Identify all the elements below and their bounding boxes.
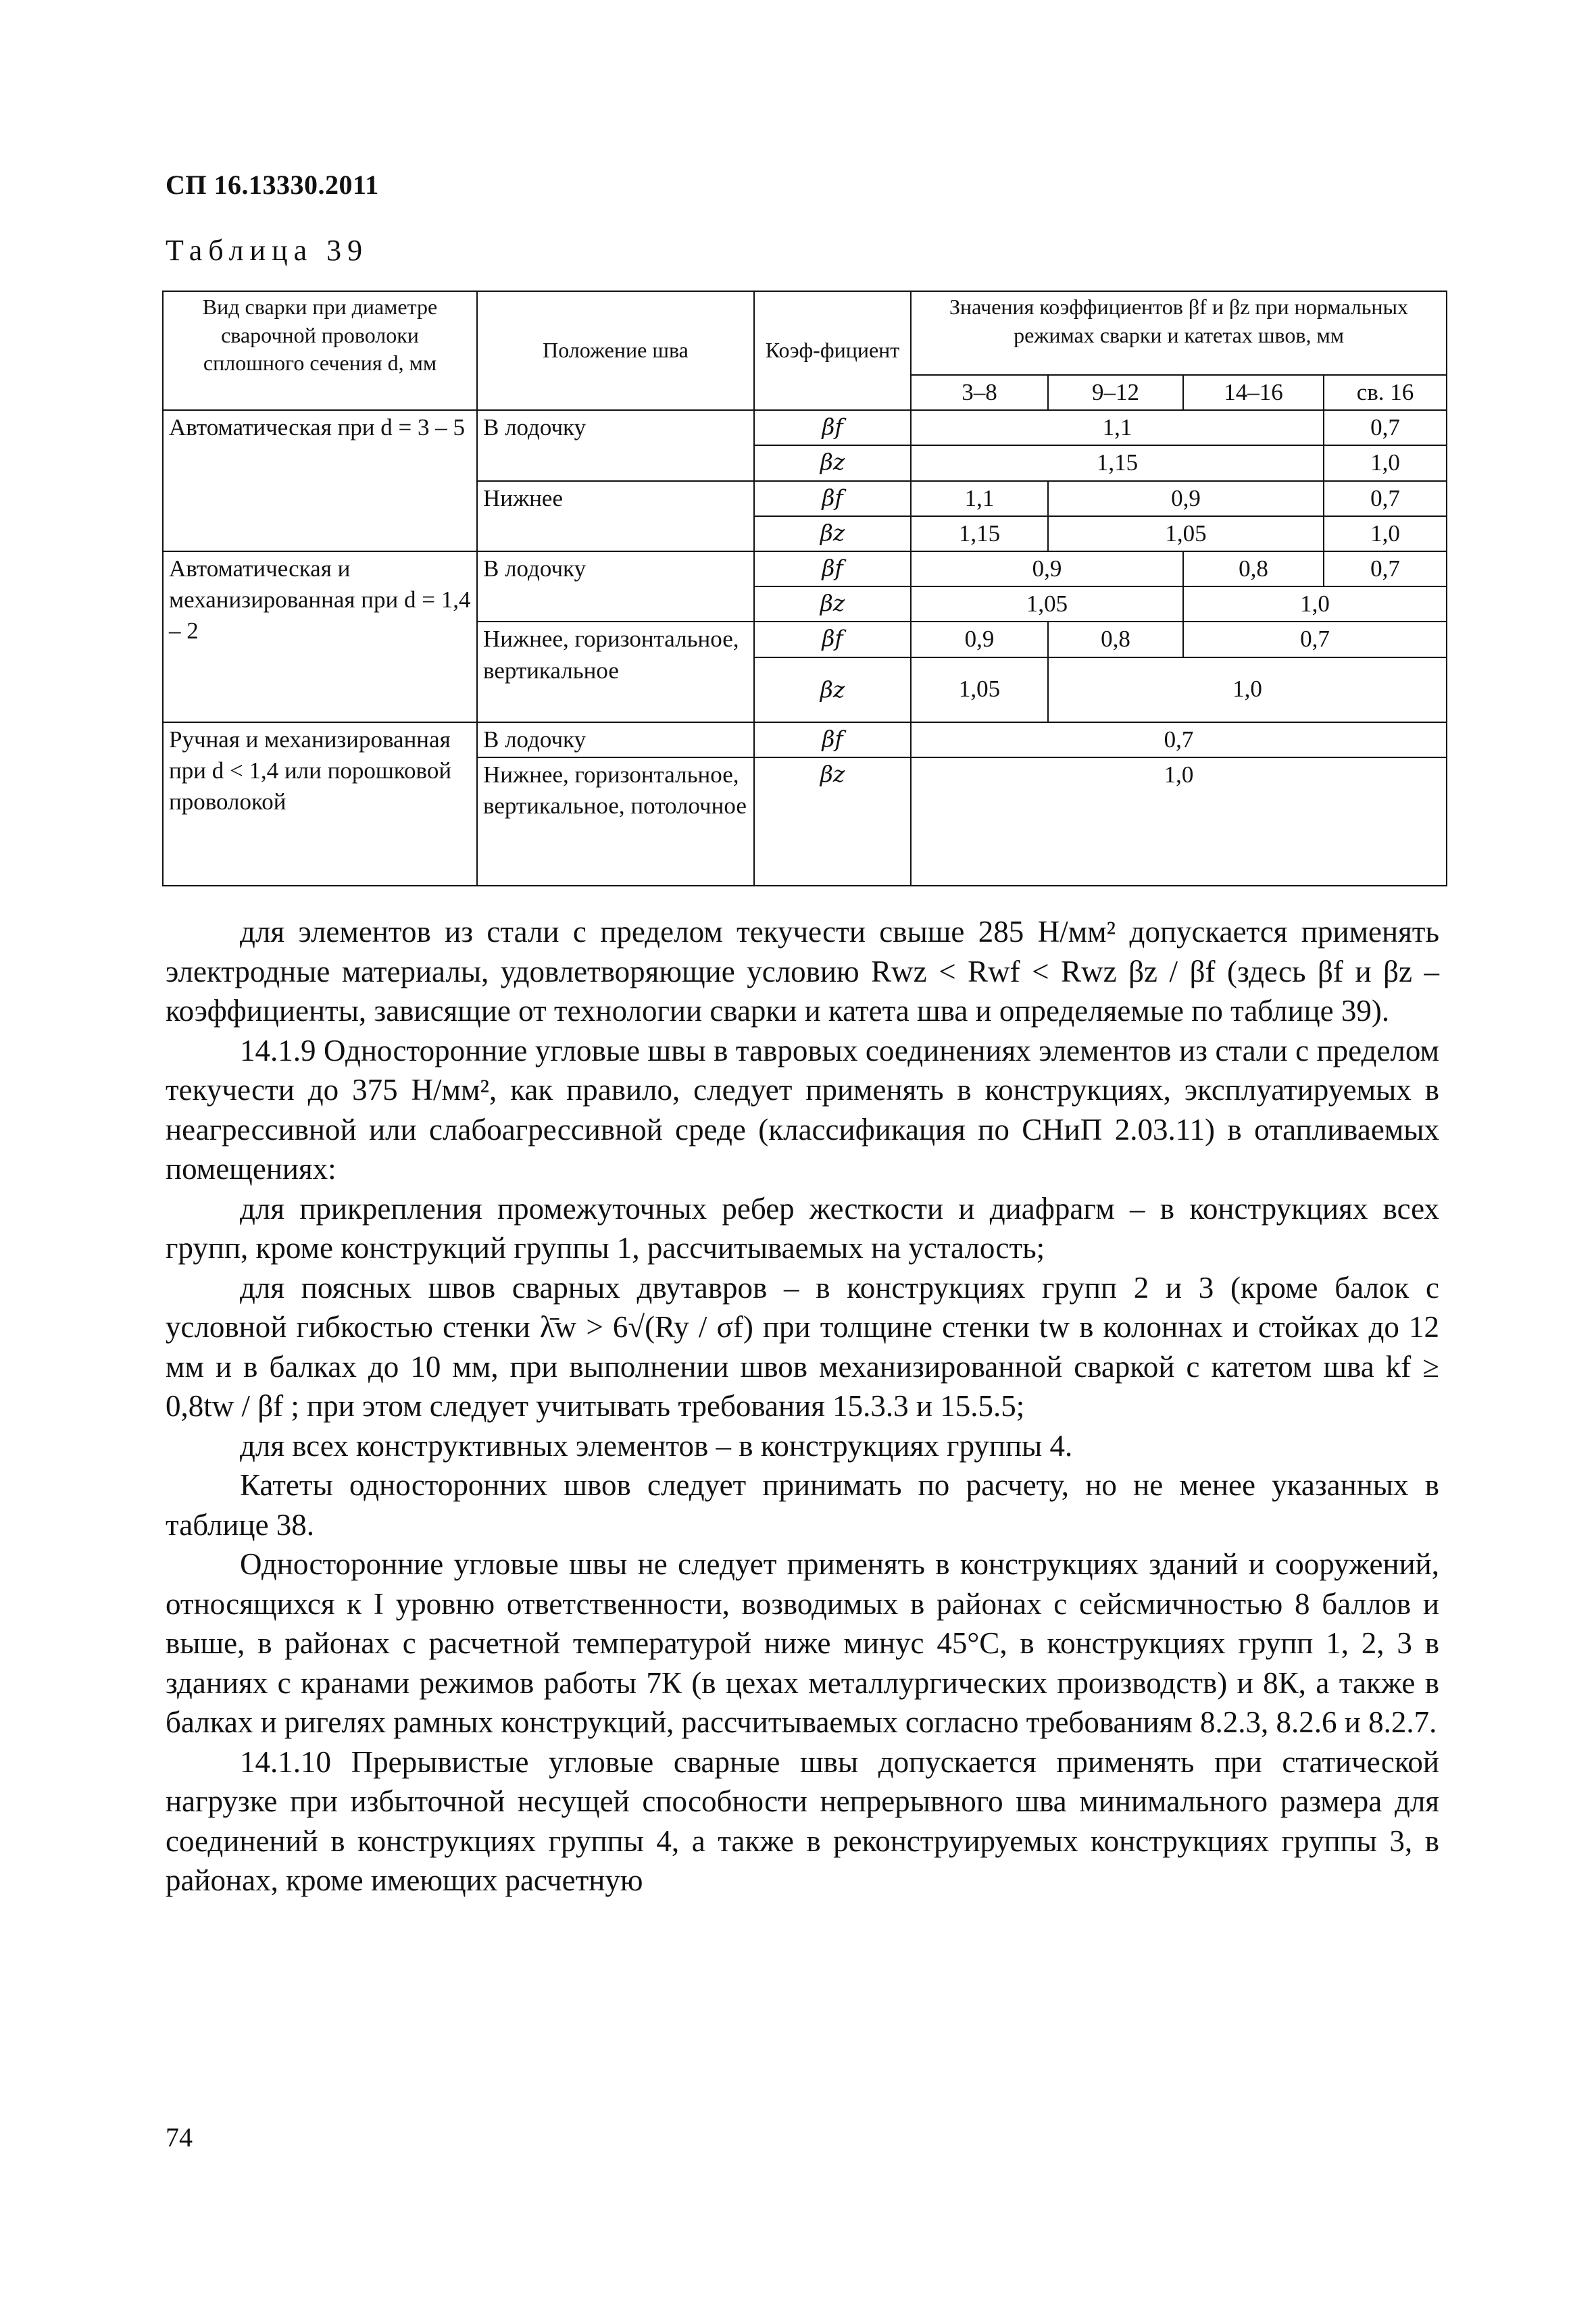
- value-cell: 0,7: [1183, 622, 1447, 657]
- value-cell: 1,15: [911, 445, 1324, 480]
- coefficient-cell: βz: [754, 586, 911, 622]
- value-cell: 0,7: [1324, 551, 1447, 586]
- weld-type-cell: Автоматическая при d = 3 – 5: [163, 410, 477, 551]
- header-coefficient: Коэф-фициент: [754, 291, 911, 410]
- value-cell: 0,7: [1324, 481, 1447, 516]
- coefficient-cell: βz: [754, 657, 911, 722]
- header-weld-type: Вид сварки при диаметре сварочной проволоки сплошного сечения d, мм: [163, 291, 477, 410]
- value-cell: 1,0: [1183, 586, 1447, 622]
- coefficient-cell: βz: [754, 757, 911, 886]
- paragraph: Катеты односторонних швов следует принимать по расчету, но не менее указанных в таблице 38.: [166, 1468, 1439, 1542]
- value-cell: 1,0: [1048, 657, 1447, 722]
- paragraph: для всех конструктивных элементов – в конструкциях группы 4.: [240, 1428, 1073, 1463]
- weld-position-cell: Нижнее, горизонтальное, вертикальное: [477, 622, 754, 722]
- weld-type-cell: Ручная и механизированная при d < 1,4 или порошковой проволокой: [163, 722, 477, 886]
- coefficient-cell: βz: [754, 516, 911, 551]
- header-leg-range: 3–8: [911, 375, 1048, 410]
- value-cell: 0,9: [911, 622, 1048, 657]
- value-cell: 0,9: [1048, 481, 1324, 516]
- paragraph: для элементов из стали с пределом текучести свыше 285 Н/мм² допускается применять электродные материалы, удовлетворяющие условию Rwz < Rwf < Rwz βz / βf (здесь βf и βz – коэффициенты, зависящие от технологии сварки и катета шва и определяемые по таблице 39).: [166, 915, 1439, 1028]
- header-weld-position: Положение шва: [477, 291, 754, 410]
- value-cell: 1,1: [911, 410, 1324, 445]
- paragraph: для прикрепления промежуточных ребер жесткости и диафрагм – в конструкциях всех групп, кроме конструкций группы 1, рассчитываемых на усталость;: [166, 1191, 1439, 1265]
- document-code: СП 16.13330.2011: [166, 170, 379, 200]
- coefficient-cell: βf: [754, 622, 911, 657]
- coefficient-cell: βf: [754, 481, 911, 516]
- value-cell: 1,0: [911, 757, 1447, 886]
- weld-position-cell: Нижнее: [477, 481, 754, 551]
- weld-position-cell: В лодочку: [477, 722, 754, 757]
- weld-position-cell: В лодочку: [477, 410, 754, 480]
- value-cell: 0,7: [911, 722, 1447, 757]
- value-cell: 0,8: [1183, 551, 1324, 586]
- body-text: [166, 912, 1439, 1901]
- table-title: Таблица 39: [166, 234, 369, 267]
- weld-position-cell: В лодочку: [477, 551, 754, 622]
- coefficient-cell: βf: [754, 551, 911, 586]
- paragraph: для поясных швов сварных двутавров – в конструкциях групп 2 и 3 (кроме балок с условной гибкостью стенки λ̄w > 6√(Ry / σf) при толщине стенки tw в колоннах и стойках до 12 мм и в балках до 10 мм, при выполнении швов механизированной сваркой с катетом шва kf ≥ 0,8tw / βf ; при этом следует учитывать требования 15.3.3 и 15.5.5;: [166, 1270, 1439, 1423]
- weld-position-cell: Нижнее, горизонтальное, вертикальное, потолочное: [477, 757, 754, 886]
- coefficient-cell: βz: [754, 445, 911, 480]
- value-cell: 1,05: [911, 657, 1048, 722]
- coefficient-cell: βf: [754, 410, 911, 445]
- header-leg-range: 14–16: [1183, 375, 1324, 410]
- value-cell: 0,9: [911, 551, 1183, 586]
- value-cell: 1,0: [1324, 445, 1447, 480]
- paragraph: Односторонние угловые швы не следует применять в конструкциях зданий и сооружений, относящихся к I уровню ответственности, возводимых в районах с сейсмичностью 8 баллов и выше, в районах с расчетной температурой ниже минус 45°С, в конструкциях групп 1, 2, 3 в зданиях с кранами режимов работы 7К (в цехах металлургических производств) и 8К, а также в балках и ригелях рамных конструкций, рассчитываемых согласно требованиям 8.2.3, 8.2.6 и 8.2.7.: [166, 1547, 1439, 1739]
- header-leg-range: св. 16: [1324, 375, 1447, 410]
- value-cell: 1,05: [1048, 516, 1324, 551]
- coefficient-cell: βf: [754, 722, 911, 757]
- paragraph: 14.1.9 Односторонние угловые швы в тавровых соединениях элементов из стали с пределом текучести до 375 Н/мм², как правило, следует применять в конструкциях, эксплуатируемых в неагрессивной или слабоагрессивной среде (классификация по СНиП 2.03.11) в отапливаемых помещениях:: [166, 1033, 1439, 1186]
- value-cell: 0,7: [1324, 410, 1447, 445]
- header-leg-range: 9–12: [1048, 375, 1183, 410]
- value-cell: 1,05: [911, 586, 1183, 622]
- weld-type-cell: Автоматическая и механизированная при d = 1,4 – 2: [163, 551, 477, 722]
- value-cell: 1,0: [1324, 516, 1447, 551]
- value-cell: 1,15: [911, 516, 1048, 551]
- coefficients-table: [162, 291, 1447, 886]
- paragraph: 14.1.10 Прерывистые угловые сварные швы допускается применять при статической нагрузке при избыточной несущей способности непрерывного шва минимального размера для соединений в конструкциях группы 4, а также в реконструируемых конструкциях группы 3, в районах, кроме имеющих расчетную: [166, 1744, 1439, 1897]
- value-cell: 1,1: [911, 481, 1048, 516]
- value-cell: 0,8: [1048, 622, 1183, 657]
- header-values: Значения коэффициентов βf и βz при нормальных режимах сварки и катетах швов, мм: [911, 291, 1447, 375]
- page-number: 74: [166, 2122, 193, 2153]
